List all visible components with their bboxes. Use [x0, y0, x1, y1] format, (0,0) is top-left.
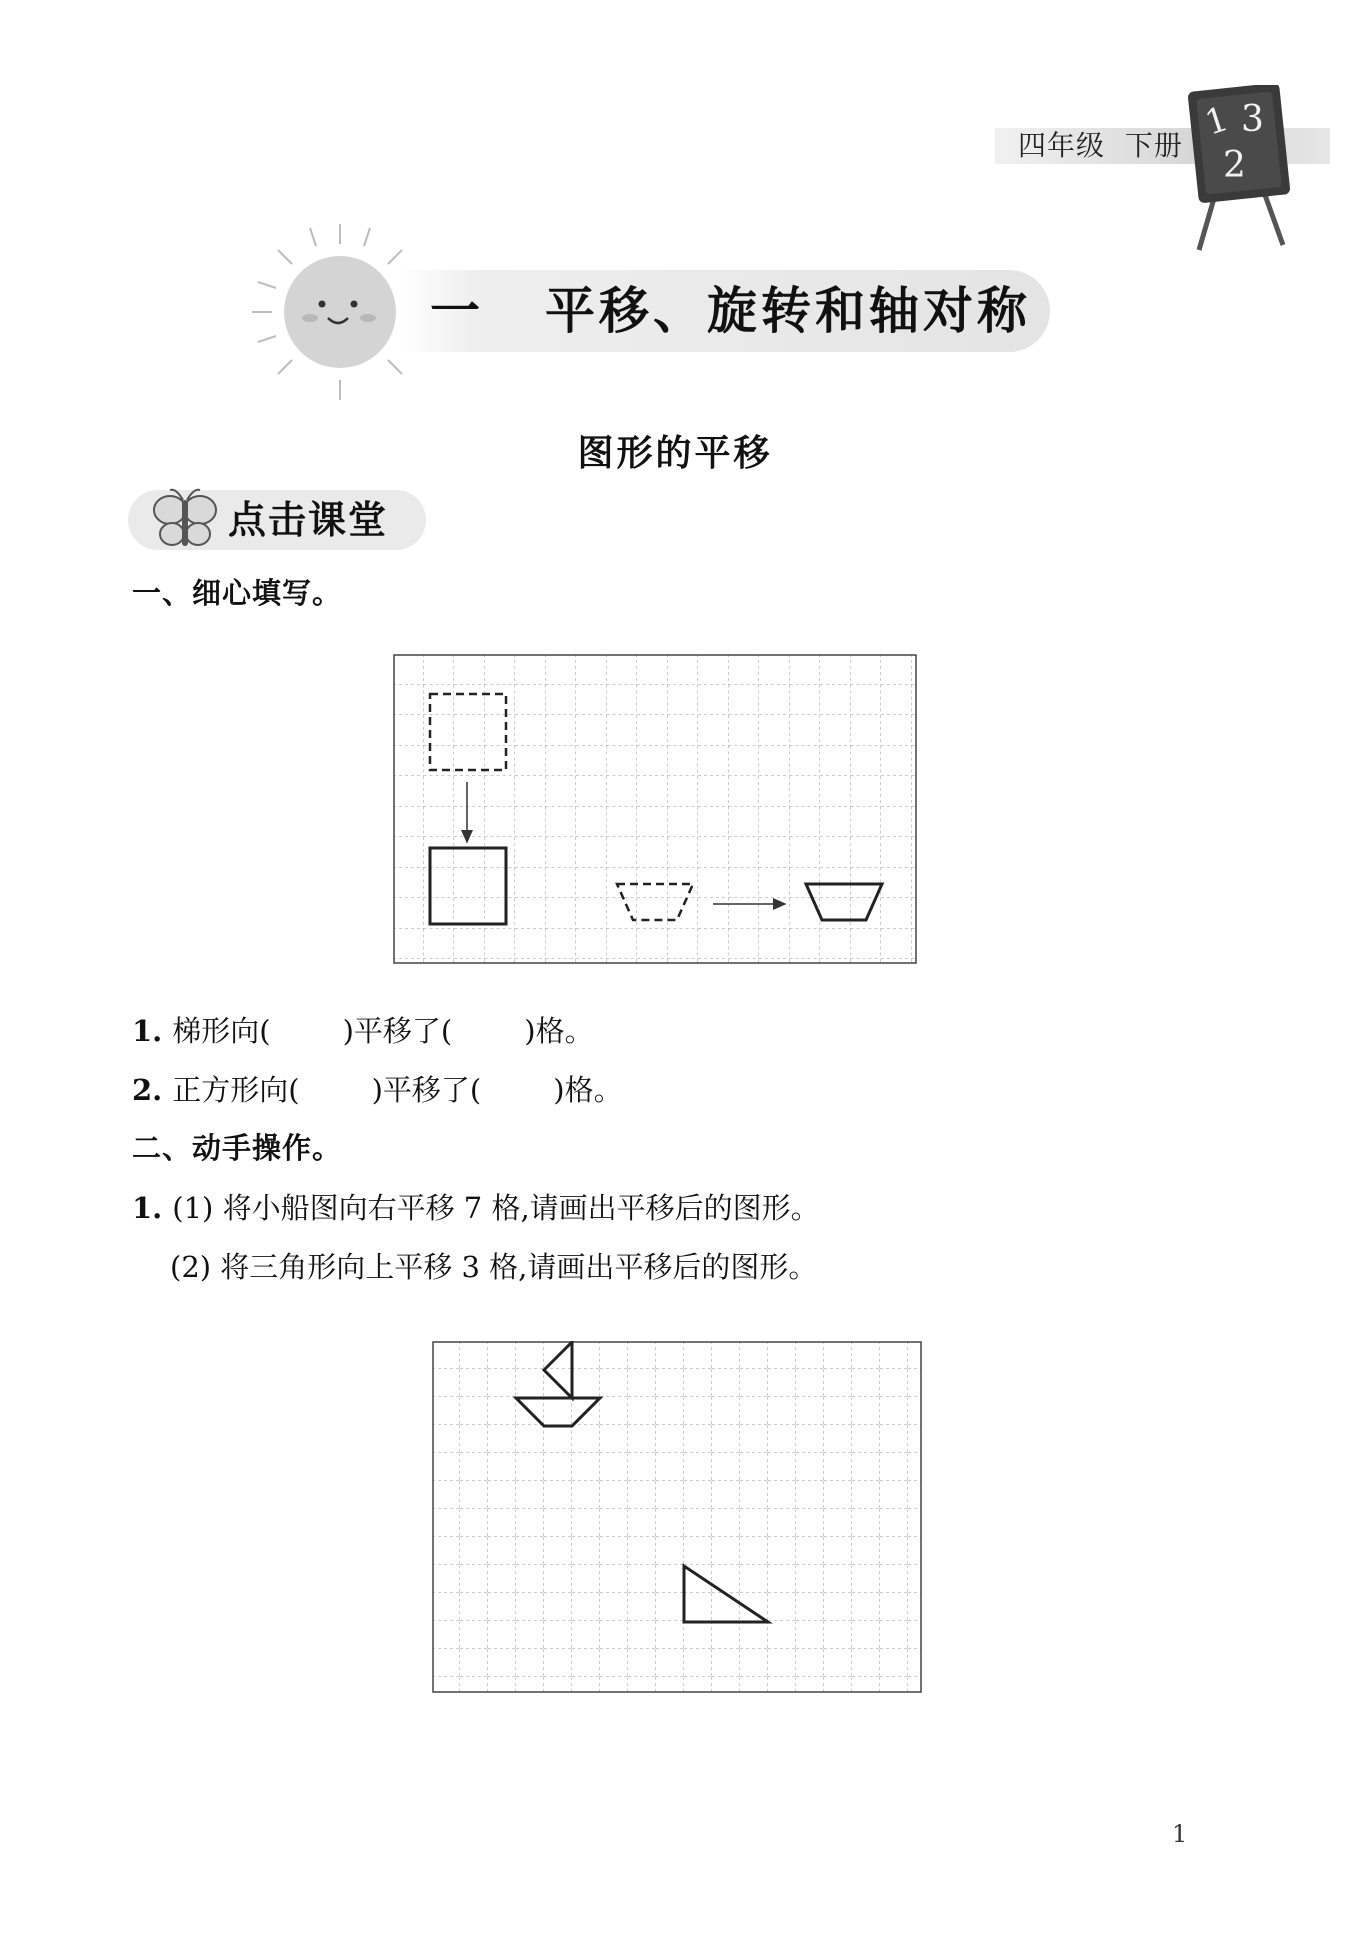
board-digit-2: 2 [1223, 145, 1246, 186]
part2-heading: 二、动手操作。 [132, 1131, 343, 1165]
section-label: 点击课堂 [228, 498, 389, 542]
task-2 [170, 1247, 817, 1287]
question-2-number: 2. [132, 1073, 163, 1107]
task-number: 1. [132, 1191, 163, 1225]
question-1 [132, 1011, 594, 1051]
blackboard-icon [1185, 85, 1295, 255]
chapter-title: 平移、旋转和轴对称 [545, 282, 1031, 340]
page-number: 1 [1172, 1820, 1188, 1848]
chapter-number: 一 [430, 282, 480, 340]
question-2-text-a: 正方形向( [172, 1073, 300, 1107]
task-2-text: (2) 将三角形向上平移 3 格,请画出平移后的图形。 [170, 1250, 818, 1284]
lesson-title: 图形的平移 [577, 433, 773, 474]
question-1-number: 1. [132, 1014, 163, 1048]
question-1-text-b: )平移了( [342, 1014, 453, 1048]
grade: 四年级 [1018, 129, 1106, 162]
question-2-text-b: )平移了( [371, 1073, 482, 1107]
task-1 [132, 1188, 820, 1228]
part1-heading: 一、细心填写。 [132, 576, 343, 610]
task-1-text: (1) 将小船图向右平移 7 格,请画出平移后的图形。 [172, 1191, 820, 1225]
question-2 [132, 1070, 623, 1110]
grid-figure-2[interactable] [432, 1341, 922, 1693]
question-2-text-c: )格。 [553, 1073, 623, 1107]
grid-figure-1 [393, 654, 917, 964]
question-1-text-a: 梯形向( [172, 1014, 271, 1048]
grade-label [1018, 128, 1183, 164]
sun-icon [250, 222, 430, 402]
volume: 下册 [1124, 129, 1183, 162]
board-digit-3: 3 [1241, 99, 1264, 140]
butterfly-icon [150, 486, 220, 554]
question-1-text-c: )格。 [524, 1014, 594, 1048]
board-digit-1: 1 [1200, 98, 1234, 144]
